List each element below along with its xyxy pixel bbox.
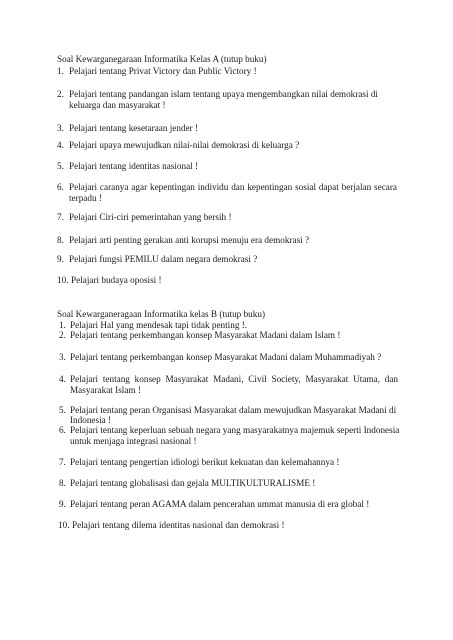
- section-b-item-1-text: Pelajari Hal yang mendesak tapi tidak penting !.: [70, 320, 248, 330]
- section-b-item-5-text-cont: Indonesia !: [70, 415, 112, 425]
- section-a-item-1-text: Pelajari tentang Privat Victory dan Public Victory !: [69, 66, 257, 76]
- section-a-item-7-number: 7.: [57, 212, 64, 222]
- section-b-item-3-text: Pelajari tentang perkembangan konsep Masyarakat Madani dalam Muhammadiyah ?: [70, 352, 382, 362]
- section-a-item-9-number: 9.: [57, 254, 64, 264]
- section-a-item-6-number: 6.: [57, 182, 64, 192]
- section-b-item-4-text: Pelajari tentang konsep Masyarakat Madani, Civil Society, Masyarakat Utama, dan: [70, 374, 398, 384]
- section-a-item-7-text: Pelajari Ciri-ciri pemerintahan yang bersih !: [69, 212, 232, 222]
- section-b-item-6-text-cont: untuk menjaga integrasi nasional !: [70, 436, 197, 446]
- section-a-item-2-text: Pelajari tentang pandangan islam tentang upaya mengembangkan nilai demokrasi di: [69, 89, 378, 99]
- section-a-item-9-text: Pelajari fungsi PEMILU dalam negara demokrasi ?: [69, 254, 258, 264]
- section-b-item-6-text: Pelajari tentang keperluan sebuah negara yang masyarakatnya majemuk seperti Indonesia: [70, 425, 400, 435]
- section-b-item-10-text: Pelajari tentang dilema identitas nasional dan demokrasi !: [72, 520, 285, 530]
- section-a-item-5-number: 5.: [57, 161, 64, 171]
- section-b-item-4-text-cont: Masyarakat Islam !: [70, 385, 141, 395]
- section-a-item-10-text: Pelajari budaya oposisi !: [71, 275, 162, 285]
- section-b-item-7-text: Pelajari tentang pengertian idiologi berikut kekuatan dan kelemahannya !: [70, 457, 340, 467]
- section-a-item-10-number: 10.: [57, 275, 69, 285]
- section-a-item-2-number: 2.: [57, 89, 64, 99]
- section-a-item-8-number: 8.: [57, 235, 64, 245]
- section-a-item-6-text-cont: terpadu !: [69, 193, 102, 203]
- section-b-item-3-number: 3.: [59, 352, 66, 362]
- section-b-item-2-text: Pelajari tentang perkembangan konsep Masyarakat Madani dalam Islam !: [70, 330, 341, 340]
- section-a-item-2-text-cont: keluarga dan masyarakat !: [69, 100, 166, 110]
- section-b-item-6-number: 6.: [59, 425, 66, 435]
- section-a-item-3-text: Pelajari tentang kesetaraan jender !: [69, 123, 199, 133]
- section-b-item-4-number: 4.: [59, 374, 66, 384]
- section-b-item-2-number: 2.: [59, 330, 66, 340]
- section-b-title: Soal Kewarganeragaan Informatika kelas B (tutup buku): [57, 309, 266, 319]
- section-a-item-1-number: 1.: [57, 66, 64, 76]
- section-b-item-5-number: 5.: [59, 405, 66, 415]
- section-b-item-1-number: 1.: [59, 320, 66, 330]
- section-b-item-10-number: 10.: [58, 520, 70, 530]
- section-a-item-8-text: Pelajari arti penting gerakan anti korupsi menuju era demokrasi ?: [69, 235, 310, 245]
- section-b-item-5-text: Pelajari tentang peran Organisasi Masyarakat dalam mewujudkan Masyarakat Madani di: [70, 405, 397, 415]
- section-a-item-4-number: 4.: [57, 140, 64, 150]
- section-a-item-4-text: Pelajari upaya mewujudkan nilai-nilai demokrasi di keluarga ?: [69, 140, 300, 150]
- section-b-item-9-number: 9.: [59, 499, 66, 509]
- section-a-item-5-text: Pelajari tentang identitas nasional !: [69, 161, 199, 171]
- section-b-item-8-number: 8.: [59, 478, 66, 488]
- section-a-title: Soal Kewarganegaraan Informatika Kelas A (tutup buku): [57, 54, 267, 64]
- section-b-item-7-number: 7.: [59, 457, 66, 467]
- section-b-item-9-text: Pelajari tentang peran AGAMA dalam pencerahan ummat manusia di era global !: [70, 499, 370, 509]
- section-b-item-8-text: Pelajari tentang globalisasi dan gejala MULTIKULTURALISME !: [70, 478, 316, 488]
- section-a-item-3-number: 3.: [57, 123, 64, 133]
- section-a-item-6-text: Pelajari caranya agar kepentingan individu dan kepentingan sosial dapat berjalan secara: [69, 182, 397, 192]
